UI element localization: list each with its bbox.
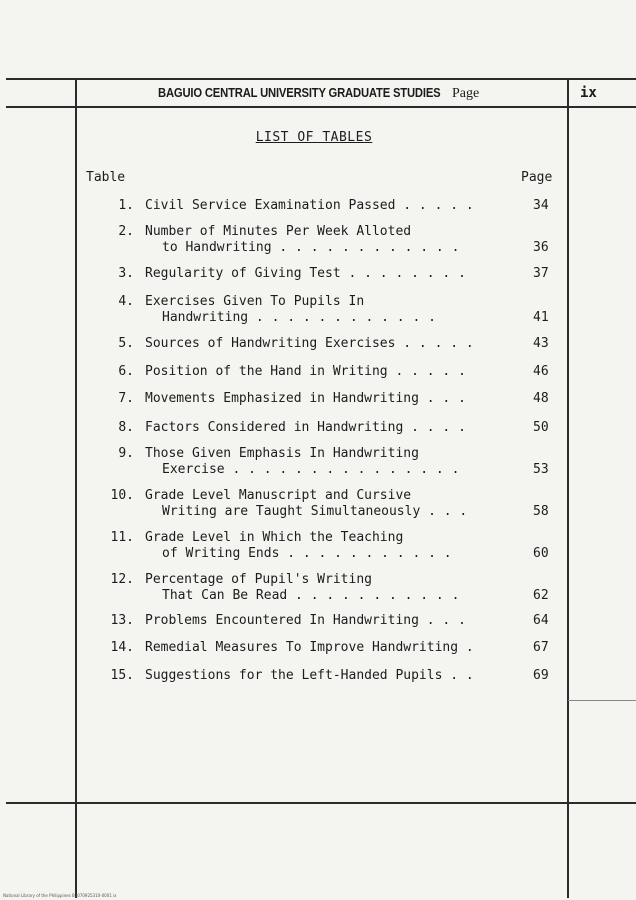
table-entry-number: 3. [118,266,134,281]
table-entry-page: 41 [533,310,549,325]
table-entry-title-line: Handwriting . . . . . . . . . . . . [162,310,436,325]
table-entry-number: 5. [118,336,134,351]
table-entry-title [145,420,466,436]
table-entry-page: 50 [533,420,549,435]
page-column-label: Page [521,170,553,185]
table-entry-number: 10. [110,488,134,503]
table-entry-title [145,530,452,562]
table-entry-title-line: Writing are Taught Simultaneously . . . [162,504,468,519]
table-entry-title [145,266,466,282]
table-entry-title-line: to Handwriting . . . . . . . . . . . . [162,240,460,255]
table-entry-number: 1. [118,198,134,213]
left-margin-rule [75,78,77,898]
table-entry-title [145,364,466,380]
table-entry-page: 62 [533,588,549,603]
table-entry-title-line: That Can Be Read . . . . . . . . . . . [162,588,460,603]
table-entry-title-line: Percentage of Pupil's Writing [145,572,372,587]
table-entry-title [145,294,436,326]
table-entry-title-line: Those Given Emphasis In Handwriting [145,446,419,461]
table-entry-page: 58 [533,504,549,519]
table-entry-page: 34 [533,198,549,213]
table-entry-title [145,488,467,520]
table-entry-number: 8. [118,420,134,435]
table-entry-title-line: Sources of Handwriting Exercises . . . . . [145,336,474,351]
table-column-label: Table [86,170,126,185]
table-entry-page: 53 [533,462,549,477]
table-entry-title-line: Problems Encountered In Handwriting . . . [145,613,466,628]
table-entry-title [145,336,474,352]
table-entry-number: 11. [110,530,134,545]
footer-text: National Library of the Philippines B2070925310-0001 ix [3,893,117,898]
table-entry-page: 37 [533,266,549,281]
table-entry-title-line: Grade Level in Which the Teaching [145,530,404,545]
table-entry-title-line: Exercise . . . . . . . . . . . . . . . [162,462,460,477]
top-rule [6,78,636,80]
table-entry-number: 4. [118,294,134,309]
table-entry-number: 15. [110,668,134,683]
table-entry-page: 69 [533,668,549,683]
right-margin-rule [567,78,569,898]
table-entry-number: 12. [110,572,134,587]
table-entry-title [145,668,474,684]
bottom-rule [6,802,636,804]
table-entry-title [145,198,474,214]
table-entry-title-line: Civil Service Examination Passed . . . . . [145,198,474,213]
table-entry-title-line: Number of Minutes Per Week Alloted [145,224,412,239]
table-entry-title [145,224,459,256]
table-entry-title-line: Factors Considered in Handwriting . . . . [145,420,466,435]
table-entry-page: 46 [533,364,549,379]
table-entry-number: 6. [118,364,134,379]
table-entry-page: 60 [533,546,549,561]
table-entry-page: 48 [533,391,549,406]
table-entry-title-line: Remedial Measures To Improve Handwriting . [145,640,474,655]
page-heading-text: LIST OF TABLES [255,130,373,145]
table-entry-title-line: Grade Level Manuscript and Cursive [145,488,412,503]
table-entry-title-line: Movements Emphasized in Handwriting . . . [145,391,466,406]
table-entry-title-line: of Writing Ends . . . . . . . . . . . [162,546,452,561]
table-entry-title [145,446,459,478]
table-entry-number: 2. [118,224,134,239]
table-entry-page: 36 [533,240,549,255]
table-entry-number: 14. [110,640,134,655]
table-entry-title-line: Regularity of Giving Test . . . . . . . . [145,266,466,281]
table-entry-title-line: Exercises Given To Pupils In [145,294,365,309]
table-entry-number: 7. [118,391,134,406]
header-rule [6,106,636,108]
table-entry-page: 67 [533,640,549,655]
table-entry-title [145,613,466,629]
table-entry-title-line: Suggestions for the Left-Handed Pupils . . [145,668,474,683]
table-entry-title [145,640,474,656]
table-entry-page: 43 [533,336,549,351]
header-page-label: Page [452,86,480,101]
right-margin-mark [568,700,636,701]
table-entry-number: 9. [118,446,134,461]
table-entry-number: 13. [110,613,134,628]
page-heading [0,130,636,145]
table-entry-title [145,391,466,407]
header-title: BAGUIO CENTRAL UNIVERSITY GRADUATE STUDIES [158,86,441,100]
table-entry-page: 64 [533,613,549,628]
table-entry-title [145,572,459,604]
table-entry-title-line: Position of the Hand in Writing . . . . . [145,364,466,379]
roman-page-number: ix [580,85,597,101]
